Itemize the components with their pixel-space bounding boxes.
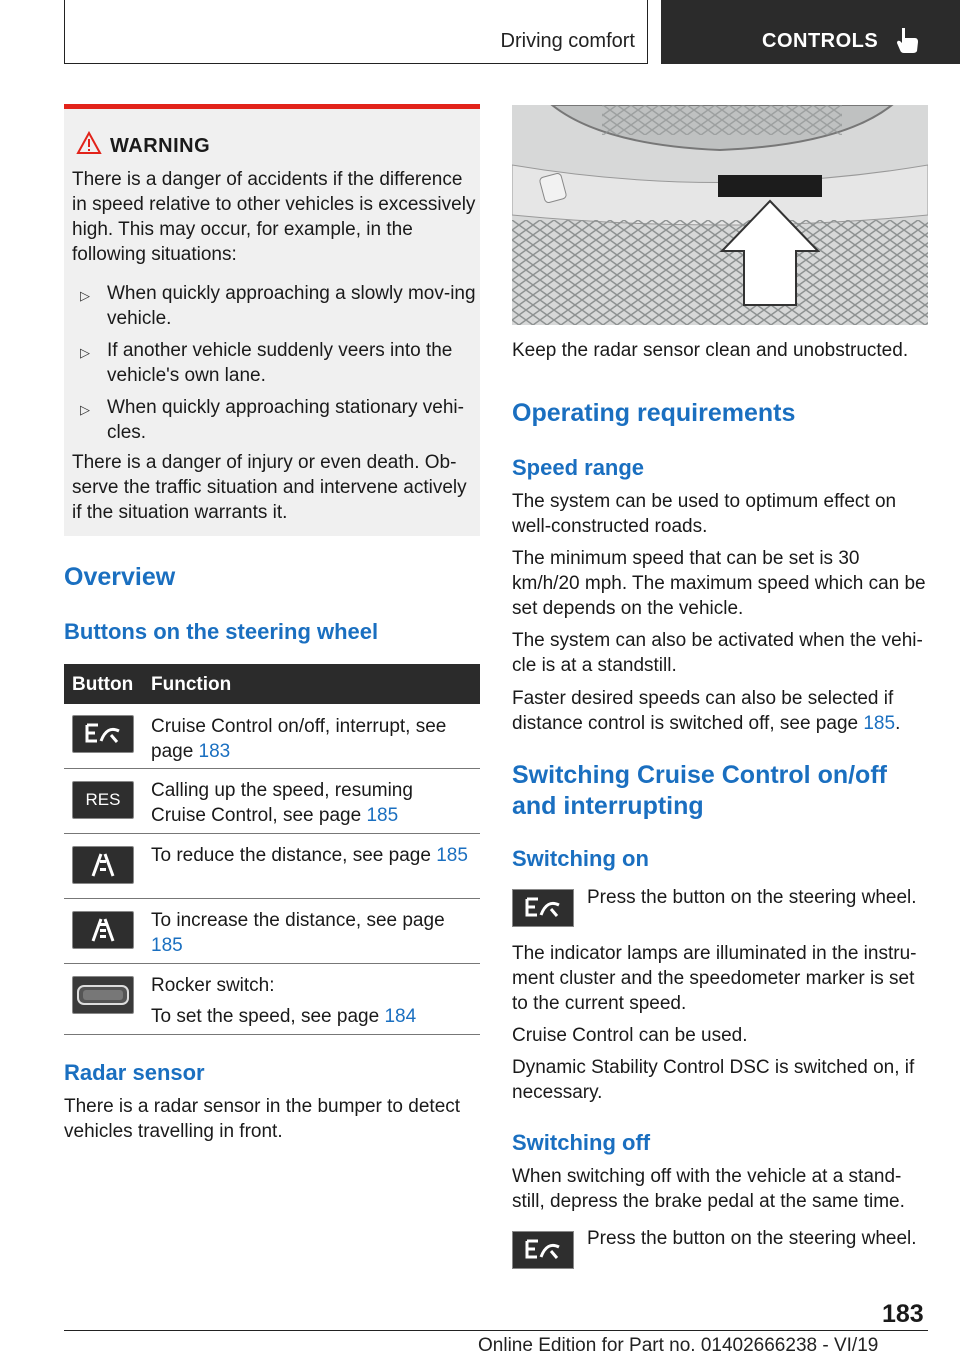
- photo-caption: Keep the radar sensor clean and unobstructed.: [512, 340, 909, 361]
- switching-on-p3: Dynamic Stability Control DSC is switched on, if necessary.: [512, 1057, 915, 1103]
- row-function-text: Cruise Control on/off, interrupt, see page 183: [151, 716, 447, 762]
- table-row: [64, 704, 480, 769]
- bullet-triangle-icon: ▷: [80, 288, 90, 303]
- warning-title: WARNING: [110, 135, 211, 157]
- radar-sensor-photo: [512, 105, 928, 325]
- pointing-hand-icon: [895, 26, 919, 59]
- table-row: [64, 899, 480, 964]
- switching-on-heading: Switching on: [512, 846, 649, 871]
- radar-text: There is a radar sensor in the bumper to detect vehicles travelling in front.: [64, 1096, 461, 1142]
- row-function-text: Rocker switch:: [151, 975, 275, 996]
- warning-box: [64, 104, 480, 536]
- bullet-triangle-icon: ▷: [80, 345, 90, 360]
- page-number: 183: [882, 1300, 924, 1328]
- footer-divider: [64, 1330, 928, 1331]
- speed-range-heading: Speed range: [512, 455, 645, 480]
- row-function-text: Calling up the speed, resuming Cruise Control, see page 185: [151, 780, 413, 826]
- list-item: ▷ If another vehicle suddenly veers into the vehicle's own lane.: [80, 340, 453, 386]
- page-link[interactable]: 185: [436, 845, 468, 866]
- table-row: [64, 964, 480, 1035]
- bullet-triangle-icon: ▷: [80, 402, 90, 417]
- warning-triangle-icon: [76, 131, 102, 160]
- switching-off-heading: Switching off: [512, 1130, 651, 1155]
- switching-heading: Switching Cruise Control on/off and interrupting: [512, 761, 887, 820]
- switching-on-p1: The indicator lamps are illuminated in the instru-ment cluster and the speedometer marker is set to the current speed.: [512, 943, 917, 1014]
- header-chapter-title: CONTROLS: [762, 30, 879, 52]
- switching-off-p1: When switching off with the vehicle at a stand-still, depress the brake pedal at the same time.: [512, 1166, 905, 1212]
- distance-reduce-icon: [72, 846, 134, 884]
- speed-range-p3: The system can also be activated when the vehi-cle is at a standstill.: [512, 630, 923, 676]
- distance-increase-icon: [72, 911, 134, 949]
- speed-range-p1: The system can be used to optimum effect on well-constructed roads.: [512, 491, 897, 537]
- overview-heading: Overview: [64, 563, 176, 591]
- page-link[interactable]: 184: [384, 1006, 417, 1027]
- table-row: [64, 834, 480, 899]
- page-link[interactable]: 183: [198, 741, 231, 762]
- buttons-heading: Buttons on the steering wheel: [64, 619, 379, 644]
- speed-range-p2: The minimum speed that can be set is 30 km/h/20 mph. The maximum speed which can be set depends on the vehicle.: [512, 548, 926, 619]
- row-function-text: To increase the distance, see page 185: [151, 910, 445, 956]
- switching-on-p2: Cruise Control can be used.: [512, 1025, 748, 1046]
- buttons-table: [64, 664, 480, 1035]
- warning-outro: There is a danger of injury or even death. Ob-serve the traffic situation and intervene actively if the situation warrants it.: [72, 452, 467, 523]
- res-button-icon: RES: [72, 781, 134, 819]
- switching-on-press: Press the button on the steering wheel.: [587, 887, 917, 908]
- list-item: ▷ When quickly approaching stationary vehi-cles.: [80, 397, 464, 443]
- row-function-text: To reduce the distance, see page 185: [151, 845, 468, 866]
- table-header: [64, 664, 480, 704]
- page-link[interactable]: 185: [863, 713, 896, 734]
- speed-range-p4: Faster desired speeds can also be selected if distance control is switched off, see page 185.: [512, 688, 901, 734]
- switching-off-press: Press the button on the steering wheel.: [587, 1228, 917, 1249]
- rocker-switch-icon: [72, 976, 134, 1014]
- list-item: ▷ When quickly approaching a slowly mov-ing vehicle.: [80, 283, 476, 329]
- warning-intro: There is a danger of accidents if the difference in speed relative to other vehicles is excessively high. This may occur, for example, in the following situations:: [72, 169, 476, 265]
- cruise-control-icon: [512, 889, 574, 927]
- header-section-box: [64, 0, 648, 64]
- operating-heading: Operating requirements: [512, 399, 796, 427]
- cruise-control-icon: [72, 715, 134, 753]
- page-link[interactable]: 185: [151, 935, 183, 956]
- cruise-control-icon: [512, 1231, 574, 1269]
- warning-bullet-list: [72, 281, 476, 452]
- row-function-text: To set the speed, see page 184: [151, 1006, 417, 1027]
- edition-note: Online Edition for Part no. 01402666238 - VI/19: [478, 1335, 879, 1356]
- radar-heading: Radar sensor: [64, 1060, 205, 1085]
- page-link[interactable]: 185: [366, 805, 399, 826]
- table-row: [64, 769, 480, 834]
- header-section-title: Driving comfort: [500, 30, 635, 52]
- col-function-header: Function: [151, 674, 232, 695]
- col-button-header: Button: [72, 674, 134, 695]
